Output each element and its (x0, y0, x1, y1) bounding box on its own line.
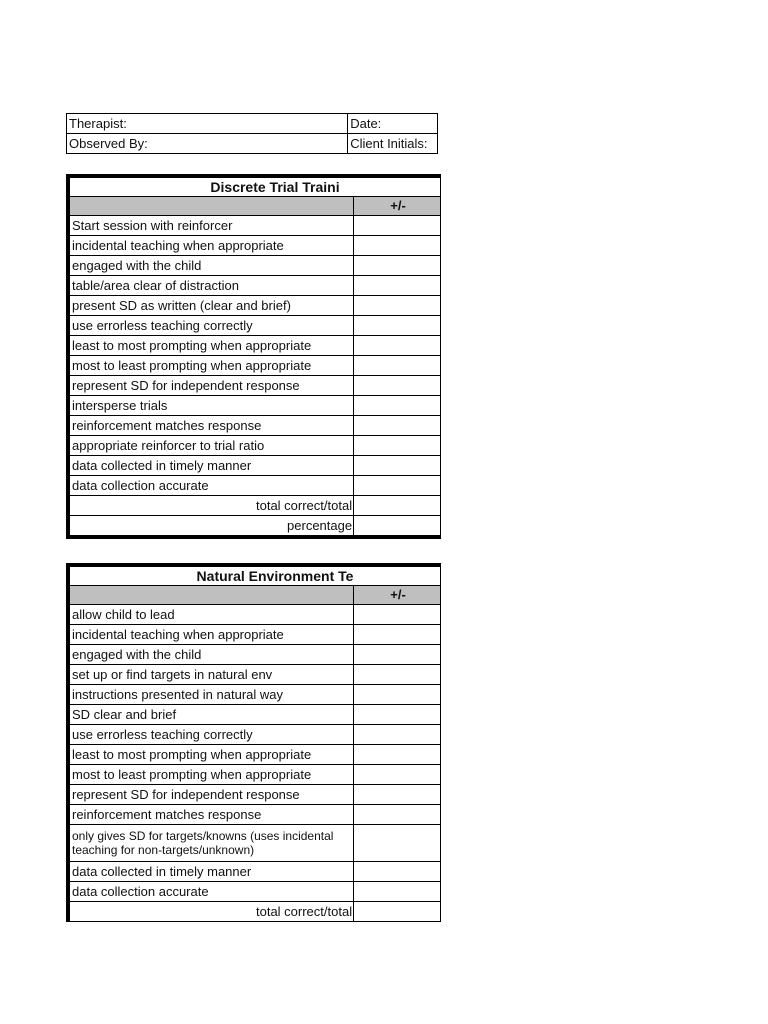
net-item-score-cell[interactable] (354, 882, 441, 902)
dtt-item-row (70, 256, 441, 276)
dtt-item-row (70, 276, 441, 296)
net-score-header: +/- (354, 586, 441, 605)
dtt-item-label: data collected in timely manner (70, 456, 354, 476)
dtt-item-label: table/area clear of distraction (70, 276, 354, 296)
dtt-item-score-cell[interactable] (354, 396, 441, 416)
dtt-item-row (70, 216, 441, 236)
dtt-item-label: Start session with reinforcer (70, 216, 354, 236)
net-item-label: set up or find targets in natural env (70, 665, 354, 685)
net-item-score-cell[interactable] (354, 645, 441, 665)
net-item-label: data collected in timely manner (70, 862, 354, 882)
dtt-item-score-cell[interactable] (354, 276, 441, 296)
dtt-item-row (70, 436, 441, 456)
net-item-label: allow child to lead (70, 605, 354, 625)
dtt-item-label: appropriate reinforcer to trial ratio (70, 436, 354, 456)
dtt-item-row (70, 416, 441, 436)
net-item-row (70, 705, 441, 725)
dtt-percentage-cell[interactable] (354, 516, 441, 536)
net-item-label: engaged with the child (70, 645, 354, 665)
net-item-score-cell[interactable] (354, 685, 441, 705)
net-item-row (70, 805, 441, 825)
net-item-label: instructions presented in natural way (70, 685, 354, 705)
dtt-item-score-cell[interactable] (354, 256, 441, 276)
net-item-label: use errorless teaching correctly (70, 725, 354, 745)
dtt-item-label: incidental teaching when appropriate (70, 236, 354, 256)
net-item-score-cell[interactable] (354, 705, 441, 725)
dtt-item-score-cell[interactable] (354, 356, 441, 376)
dtt-item-row (70, 476, 441, 496)
dtt-item-score-cell[interactable] (354, 336, 441, 356)
net-item-label: least to most prompting when appropriate (70, 745, 354, 765)
dtt-checklist (66, 174, 441, 539)
dtt-percentage-label: percentage (70, 516, 354, 536)
session-info-table (66, 113, 438, 154)
net-item-row (70, 765, 441, 785)
net-item-score-cell[interactable] (354, 745, 441, 765)
net-item-label: reinforcement matches response (70, 805, 354, 825)
net-item-score-cell[interactable] (354, 862, 441, 882)
net-checklist (66, 563, 441, 922)
dtt-item-label: least to most prompting when appropriate (70, 336, 354, 356)
dtt-item-row (70, 316, 441, 336)
dtt-item-score-cell[interactable] (354, 216, 441, 236)
dtt-item-label: intersperse trials (70, 396, 354, 416)
net-item-label: data collection accurate (70, 882, 354, 902)
client-initials-label: Client Initials: (348, 134, 438, 154)
dtt-total-label: total correct/total (70, 496, 354, 516)
dtt-item-score-cell[interactable] (354, 416, 441, 436)
net-header-blank (70, 586, 354, 605)
net-item-score-cell[interactable] (354, 825, 441, 862)
net-item-label: incidental teaching when appropriate (70, 625, 354, 645)
net-item-row (70, 645, 441, 665)
net-item-row (70, 605, 441, 625)
dtt-title: Discrete Trial Traini (70, 178, 441, 197)
net-item-score-cell[interactable] (354, 785, 441, 805)
therapist-label: Therapist: (67, 114, 348, 134)
net-item-label: SD clear and brief (70, 705, 354, 725)
net-item-score-cell[interactable] (354, 725, 441, 745)
net-item-score-cell[interactable] (354, 605, 441, 625)
net-item-score-cell[interactable] (354, 805, 441, 825)
net-item-row (70, 825, 441, 862)
observed-by-label: Observed By: (67, 134, 348, 154)
dtt-item-row (70, 396, 441, 416)
dtt-item-score-cell[interactable] (354, 456, 441, 476)
dtt-item-row (70, 456, 441, 476)
dtt-score-header: +/- (354, 197, 441, 216)
dtt-total-cell[interactable] (354, 496, 441, 516)
net-item-row (70, 862, 441, 882)
net-item-row (70, 882, 441, 902)
net-item-label: only gives SD for targets/knowns (uses incidental teaching for non-targets/unknown) (70, 825, 354, 862)
dtt-item-label: most to least prompting when appropriate (70, 356, 354, 376)
dtt-item-row (70, 236, 441, 256)
dtt-item-row (70, 356, 441, 376)
net-total-cell[interactable] (354, 902, 441, 922)
net-item-row (70, 685, 441, 705)
dtt-item-label: use errorless teaching correctly (70, 316, 354, 336)
dtt-item-score-cell[interactable] (354, 436, 441, 456)
dtt-item-row (70, 336, 441, 356)
dtt-item-label: reinforcement matches response (70, 416, 354, 436)
net-item-row (70, 725, 441, 745)
net-item-row (70, 745, 441, 765)
date-label: Date: (348, 114, 438, 134)
net-item-score-cell[interactable] (354, 625, 441, 645)
net-item-label: represent SD for independent response (70, 785, 354, 805)
dtt-item-score-cell[interactable] (354, 476, 441, 496)
dtt-item-score-cell[interactable] (354, 236, 441, 256)
dtt-item-score-cell[interactable] (354, 376, 441, 396)
dtt-item-label: present SD as written (clear and brief) (70, 296, 354, 316)
net-item-row (70, 665, 441, 685)
dtt-header-blank (70, 197, 354, 216)
net-item-row (70, 785, 441, 805)
net-item-score-cell[interactable] (354, 765, 441, 785)
dtt-item-score-cell[interactable] (354, 296, 441, 316)
dtt-item-label: engaged with the child (70, 256, 354, 276)
dtt-item-row (70, 296, 441, 316)
dtt-item-label: data collection accurate (70, 476, 354, 496)
dtt-item-row (70, 376, 441, 396)
net-item-score-cell[interactable] (354, 665, 441, 685)
dtt-item-score-cell[interactable] (354, 316, 441, 336)
net-total-label: total correct/total (70, 902, 354, 922)
net-item-label: most to least prompting when appropriate (70, 765, 354, 785)
dtt-item-label: represent SD for independent response (70, 376, 354, 396)
net-item-row (70, 625, 441, 645)
net-title: Natural Environment Te (70, 567, 441, 586)
